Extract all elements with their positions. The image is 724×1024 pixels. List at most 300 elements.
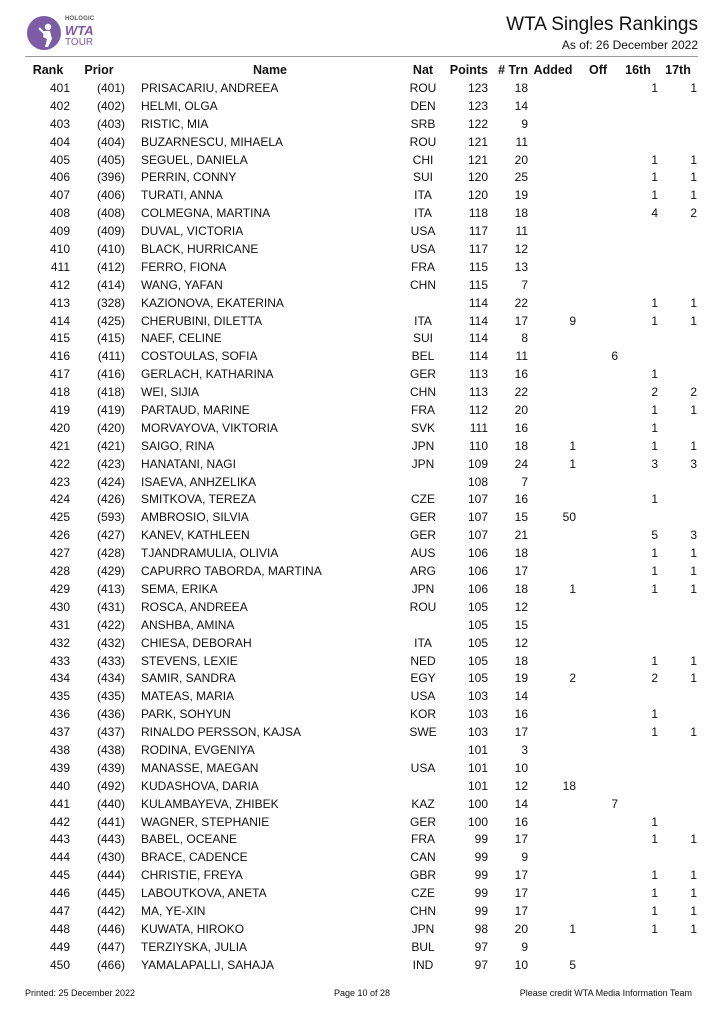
player-name: TURATI, ANNA <box>141 188 223 203</box>
wta-logo-icon <box>27 16 61 50</box>
nationality-cell: IND <box>412 957 434 972</box>
player-name: SEMA, ERIKA <box>141 581 218 596</box>
rank-cell: 421 <box>49 438 70 453</box>
prior-cell: (441) <box>96 814 125 829</box>
nationality-cell: USA <box>410 242 436 257</box>
prior-cell: (424) <box>96 474 125 489</box>
tournaments-cell: 17 <box>514 903 528 918</box>
points-cell: 123 <box>467 81 488 95</box>
tournaments-cell: 20 <box>514 152 528 167</box>
nationality-cell: GER <box>409 510 436 525</box>
rank-cell: 430 <box>49 599 70 614</box>
tournaments-cell: 15 <box>514 617 528 632</box>
table-row <box>0 670 724 688</box>
nationality-cell: ROU <box>409 599 437 614</box>
nationality-cell: FRA <box>411 403 435 418</box>
tournaments-cell: 9 <box>521 116 528 131</box>
added-cell: 1 <box>569 581 576 596</box>
header-divider <box>25 56 698 57</box>
tournaments-cell: 17 <box>514 564 528 579</box>
points-cell: 113 <box>468 367 488 382</box>
table-row <box>0 313 724 331</box>
16th-cell: 1 <box>651 420 658 435</box>
16th-cell: 1 <box>651 886 658 901</box>
tournaments-cell: 19 <box>514 671 528 686</box>
table-row <box>0 384 724 402</box>
prior-cell: (423) <box>96 456 125 471</box>
17th-cell: 3 <box>690 456 697 471</box>
player-name: HELMI, OLGA <box>141 98 218 113</box>
player-name: KUWATA, HIROKO <box>141 921 245 936</box>
rank-cell: 429 <box>49 581 70 596</box>
player-name: COSTOULAS, SOFIA <box>141 349 258 364</box>
rank-cell: 406 <box>49 170 70 185</box>
col-name: Name <box>252 63 288 77</box>
player-name: PARTAUD, MARINE <box>141 403 250 418</box>
prior-cell: (411) <box>97 349 125 364</box>
prior-cell: (446) <box>96 921 125 936</box>
prior-cell: (427) <box>96 528 125 543</box>
rank-cell: 414 <box>49 313 70 328</box>
points-cell: 101 <box>467 742 488 757</box>
tournaments-cell: 17 <box>514 868 528 883</box>
tournaments-cell: 17 <box>514 313 528 328</box>
points-cell: 114 <box>468 313 488 328</box>
nationality-cell: JPN <box>411 456 435 471</box>
table-row <box>0 635 724 653</box>
nationality-cell: CAN <box>410 850 436 865</box>
16th-cell: 1 <box>651 403 658 418</box>
nationality-cell: ITA <box>414 206 432 221</box>
player-name: WEI, SIJIA <box>141 385 200 400</box>
prior-cell: (418) <box>96 385 125 400</box>
rank-cell: 422 <box>49 456 70 471</box>
prior-cell: (415) <box>96 331 125 346</box>
page-number: Page 10 of 28 <box>333 988 391 998</box>
player-name: ANSHBA, AMINA <box>141 617 235 632</box>
tournaments-cell: 17 <box>514 886 528 901</box>
table-row <box>0 957 724 975</box>
table-row <box>0 474 724 492</box>
rank-cell: 442 <box>49 814 70 829</box>
table-row <box>0 456 724 474</box>
added-cell: 18 <box>562 778 576 793</box>
nationality-cell: SVK <box>410 420 435 435</box>
table-row <box>0 152 724 170</box>
prior-cell: (413) <box>96 581 125 596</box>
table-row <box>0 116 724 134</box>
rank-cell: 447 <box>49 903 70 918</box>
points-cell: 105 <box>467 635 488 650</box>
rank-cell: 435 <box>49 689 70 704</box>
nationality-cell: CZE <box>411 492 435 507</box>
16th-cell: 1 <box>651 438 658 453</box>
nationality-cell: DEN <box>410 98 436 113</box>
prior-cell: (414) <box>96 277 125 292</box>
prior-cell: (431) <box>96 599 125 614</box>
nationality-cell: FRA <box>411 832 435 847</box>
nationality-cell: CHN <box>410 385 436 400</box>
prior-cell: (403) <box>96 116 125 131</box>
table-row <box>0 849 724 867</box>
nationality-cell: ITA <box>414 188 432 203</box>
points-cell: 117 <box>468 224 488 239</box>
prior-cell: (436) <box>96 707 125 722</box>
player-name: SAIGO, RINA <box>141 438 215 453</box>
17th-cell: 1 <box>690 188 697 203</box>
prior-cell: (429) <box>96 564 125 579</box>
player-name: AMBROSIO, SILVIA <box>141 510 249 525</box>
17th-cell: 1 <box>690 295 697 310</box>
points-cell: 99 <box>474 868 488 883</box>
17th-cell: 2 <box>690 385 697 400</box>
tournaments-cell: 8 <box>521 331 528 346</box>
17th-cell: 1 <box>690 832 697 847</box>
tournaments-cell: 14 <box>514 98 528 113</box>
nationality-cell: EGY <box>410 671 436 686</box>
table-row <box>0 581 724 599</box>
prior-cell: (406) <box>96 188 125 203</box>
prior-cell: (438) <box>96 742 125 757</box>
table-row <box>0 778 724 796</box>
nationality-cell: FRA <box>411 259 435 274</box>
prior-cell: (412) <box>96 259 125 274</box>
16th-cell: 1 <box>651 832 658 847</box>
16th-cell: 2 <box>651 385 658 400</box>
logo-tour: TOUR <box>65 37 94 48</box>
nationality-cell: NED <box>410 653 436 668</box>
16th-cell: 1 <box>651 188 658 203</box>
added-cell: 50 <box>562 510 576 525</box>
16th-cell: 3 <box>651 456 658 471</box>
nationality-cell: GBR <box>409 868 436 883</box>
16th-cell: 1 <box>651 367 658 382</box>
added-cell: 1 <box>569 921 576 936</box>
16th-cell: 1 <box>651 546 658 561</box>
tournaments-cell: 17 <box>514 725 528 740</box>
nationality-cell: BUL <box>411 939 435 954</box>
player-name: KUDASHOVA, DARIA <box>141 778 259 793</box>
player-name: LABOUTKOVA, ANETA <box>141 886 267 901</box>
prior-cell: (426) <box>96 492 125 507</box>
points-cell: 99 <box>474 886 488 901</box>
table-row <box>0 348 724 366</box>
rank-cell: 426 <box>49 528 70 543</box>
col-off: Off <box>588 63 608 77</box>
points-cell: 103 <box>467 689 488 704</box>
prior-cell: (428) <box>96 546 125 561</box>
tournaments-cell: 16 <box>514 814 528 829</box>
nationality-cell: KAZ <box>411 796 435 811</box>
tournaments-cell: 19 <box>514 188 528 203</box>
rank-cell: 417 <box>49 367 70 382</box>
prior-cell: (444) <box>96 868 125 883</box>
prior-cell: (425) <box>96 313 125 328</box>
rank-cell: 444 <box>49 850 70 865</box>
nationality-cell: SUI <box>412 170 433 185</box>
points-cell: 105 <box>467 617 488 632</box>
tournaments-cell: 22 <box>514 385 528 400</box>
logo-wta: WTA <box>65 23 94 38</box>
16th-cell: 1 <box>651 707 658 722</box>
player-name: MA, YE-XIN <box>141 903 206 918</box>
table-row <box>0 617 724 635</box>
player-name: BUZARNESCU, MIHAELA <box>141 134 284 149</box>
17th-cell: 1 <box>690 886 697 901</box>
prior-cell: (421) <box>96 438 125 453</box>
table-row <box>0 187 724 205</box>
prior-cell: (443) <box>96 832 125 847</box>
tournaments-cell: 18 <box>514 581 528 596</box>
points-cell: 114 <box>468 349 488 364</box>
page-title: WTA Singles Rankings <box>506 14 698 35</box>
rank-cell: 404 <box>49 134 70 149</box>
nationality-cell: CHI <box>412 152 434 167</box>
prior-cell: (396) <box>96 170 125 185</box>
player-name: NAEF, CELINE <box>141 331 222 346</box>
rank-cell: 428 <box>49 564 70 579</box>
tournaments-cell: 22 <box>514 295 528 310</box>
player-name: YAMALAPALLI, SAHAJA <box>141 957 274 972</box>
player-name: BABEL, OCEANE <box>141 832 238 847</box>
player-name: WANG, YAFAN <box>141 277 223 292</box>
nationality-cell: SUI <box>412 331 433 346</box>
player-name: CHRISTIE, FREYA <box>141 868 243 883</box>
player-name: CHERUBINI, DILETTA <box>141 313 263 328</box>
rank-cell: 407 <box>49 188 70 203</box>
tournaments-cell: 24 <box>514 456 528 471</box>
table-row <box>0 760 724 778</box>
table-row <box>0 885 724 903</box>
tournaments-cell: 16 <box>514 420 528 435</box>
17th-cell: 1 <box>690 313 697 328</box>
nationality-cell: GER <box>409 367 436 382</box>
prior-cell: (402) <box>96 98 125 113</box>
table-row <box>0 509 724 527</box>
player-name: COLMEGNA, MARTINA <box>141 206 271 221</box>
prior-cell: (435) <box>96 689 125 704</box>
17th-cell: 1 <box>690 653 697 668</box>
logo-sponsor: HOLOGIC <box>65 16 95 22</box>
rank-cell: 402 <box>49 98 70 113</box>
points-cell: 111 <box>469 420 488 435</box>
prior-cell: (401) <box>96 81 125 95</box>
points-cell: 113 <box>468 385 488 400</box>
points-cell: 121 <box>467 134 488 149</box>
table-row <box>0 438 724 456</box>
table-row <box>0 80 724 98</box>
points-cell: 106 <box>467 581 488 596</box>
points-cell: 118 <box>468 206 488 221</box>
player-name: SMITKOVA, TEREZA <box>141 492 256 507</box>
table-row <box>0 134 724 152</box>
prior-cell: (492) <box>96 778 125 793</box>
col-added: Added <box>533 63 573 77</box>
rank-cell: 408 <box>49 206 70 221</box>
points-cell: 97 <box>474 939 488 954</box>
player-name: KULAMBAYEVA, ZHIBEK <box>141 796 279 811</box>
tournaments-cell: 10 <box>514 957 528 972</box>
16th-cell: 1 <box>651 295 658 310</box>
prior-cell: (416) <box>96 367 125 382</box>
points-cell: 97 <box>474 957 488 972</box>
prior-cell: (593) <box>96 510 125 525</box>
17th-cell: 1 <box>690 581 697 596</box>
17th-cell: 1 <box>690 403 697 418</box>
player-name: PARK, SOHYUN <box>141 707 231 722</box>
tournaments-cell: 20 <box>514 403 528 418</box>
player-name: ROSCA, ANDREEA <box>141 599 248 614</box>
table-row <box>0 921 724 939</box>
rank-cell: 448 <box>49 921 70 936</box>
prior-cell: (420) <box>96 420 125 435</box>
points-cell: 108 <box>467 474 488 489</box>
rankings-table <box>0 62 724 975</box>
points-cell: 103 <box>467 725 488 740</box>
17th-cell: 1 <box>690 438 697 453</box>
points-cell: 114 <box>468 295 488 310</box>
rank-cell: 441 <box>49 796 70 811</box>
points-cell: 100 <box>467 814 488 829</box>
player-name: SAMIR, SANDRA <box>141 671 236 686</box>
table-row <box>0 867 724 885</box>
player-name: HANATANI, NAGI <box>141 456 236 471</box>
prior-cell: (419) <box>96 403 125 418</box>
tournaments-cell: 3 <box>521 742 528 757</box>
player-name: DUVAL, VICTORIA <box>141 224 244 239</box>
table-body <box>0 80 724 975</box>
rank-cell: 439 <box>49 760 70 775</box>
player-name: BLACK, HURRICANE <box>141 242 259 257</box>
tournaments-cell: 14 <box>514 796 528 811</box>
tournaments-cell: 16 <box>514 492 528 507</box>
16th-cell: 1 <box>651 313 658 328</box>
off-cell: 6 <box>611 349 618 364</box>
rank-cell: 418 <box>49 385 70 400</box>
points-cell: 106 <box>467 564 488 579</box>
points-cell: 117 <box>468 242 488 257</box>
rank-cell: 412 <box>49 277 70 292</box>
points-cell: 120 <box>467 188 488 203</box>
col-trn: # Trn <box>498 63 528 77</box>
table-row <box>0 169 724 187</box>
rank-cell: 403 <box>49 116 70 131</box>
table-row <box>0 706 724 724</box>
nationality-cell: JPN <box>411 581 435 596</box>
nationality-cell: ITA <box>414 313 432 328</box>
prior-cell: (445) <box>96 886 125 901</box>
table-row <box>0 330 724 348</box>
16th-cell: 4 <box>651 206 658 221</box>
col-16th: 16th <box>625 63 651 77</box>
nationality-cell: USA <box>410 689 436 704</box>
points-cell: 109 <box>467 456 488 471</box>
tournaments-cell: 14 <box>514 689 528 704</box>
points-cell: 123 <box>467 98 488 113</box>
prior-cell: (409) <box>96 224 125 239</box>
tournaments-cell: 18 <box>514 206 528 221</box>
table-row <box>0 796 724 814</box>
player-name: PERRIN, CONNY <box>141 170 237 185</box>
rank-cell: 410 <box>49 242 70 257</box>
col-points: Points <box>449 63 488 77</box>
rank-cell: 419 <box>49 403 70 418</box>
added-cell: 1 <box>569 456 576 471</box>
17th-cell: 2 <box>690 206 697 221</box>
player-name: MORVAYOVA, VIKTORIA <box>141 420 278 435</box>
rank-cell: 423 <box>49 474 70 489</box>
tournaments-cell: 12 <box>514 242 528 257</box>
tournaments-cell: 15 <box>514 510 528 525</box>
nationality-cell: CHN <box>410 903 436 918</box>
16th-cell: 1 <box>651 581 658 596</box>
prior-cell: (447) <box>96 939 125 954</box>
17th-cell: 1 <box>690 725 697 740</box>
rank-cell: 438 <box>49 742 70 757</box>
points-cell: 99 <box>474 850 488 865</box>
table-row <box>0 939 724 957</box>
rank-cell: 434 <box>49 671 70 686</box>
rank-cell: 420 <box>49 420 70 435</box>
prior-cell: (430) <box>96 850 125 865</box>
table-row <box>0 223 724 241</box>
points-cell: 107 <box>467 528 488 543</box>
tournaments-cell: 7 <box>521 277 528 292</box>
nationality-cell: BEL <box>411 349 435 364</box>
16th-cell: 1 <box>651 814 658 829</box>
player-name: RISTIC, MIA <box>141 116 209 131</box>
player-silhouette-icon <box>35 22 57 48</box>
points-cell: 103 <box>467 707 488 722</box>
table-row <box>0 259 724 277</box>
nationality-cell: JPN <box>411 921 435 936</box>
rank-cell: 433 <box>49 653 70 668</box>
rank-cell: 443 <box>49 832 70 847</box>
player-name: WAGNER, STEPHANIE <box>141 814 270 829</box>
rank-cell: 450 <box>49 957 70 972</box>
tournaments-cell: 25 <box>514 170 528 185</box>
nationality-cell: SRB <box>410 116 436 131</box>
17th-cell: 1 <box>690 170 697 185</box>
tournaments-cell: 16 <box>514 367 528 382</box>
points-cell: 99 <box>474 903 488 918</box>
16th-cell: 2 <box>651 671 658 686</box>
prior-cell: (433) <box>96 653 125 668</box>
rank-cell: 401 <box>49 81 70 95</box>
points-cell: 107 <box>467 510 488 525</box>
wta-logo <box>25 14 105 56</box>
17th-cell: 3 <box>690 528 697 543</box>
16th-cell: 1 <box>651 903 658 918</box>
table-row <box>0 653 724 671</box>
16th-cell: 1 <box>651 725 658 740</box>
printed-date: Printed: 25 December 2022 <box>25 988 136 998</box>
prior-cell: (328) <box>96 295 125 310</box>
player-name: MANASSE, MAEGAN <box>141 760 259 775</box>
rank-cell: 405 <box>49 152 70 167</box>
17th-cell: 1 <box>690 546 697 561</box>
nationality-cell: ROU <box>409 81 437 95</box>
rank-cell: 449 <box>49 939 70 954</box>
table-row <box>0 563 724 581</box>
prior-cell: (422) <box>96 617 125 632</box>
points-cell: 98 <box>474 921 488 936</box>
player-name: SEGUEL, DANIELA <box>141 152 248 167</box>
rank-cell: 411 <box>50 259 70 274</box>
16th-cell: 1 <box>651 170 658 185</box>
tournaments-cell: 17 <box>514 832 528 847</box>
16th-cell: 1 <box>651 653 658 668</box>
